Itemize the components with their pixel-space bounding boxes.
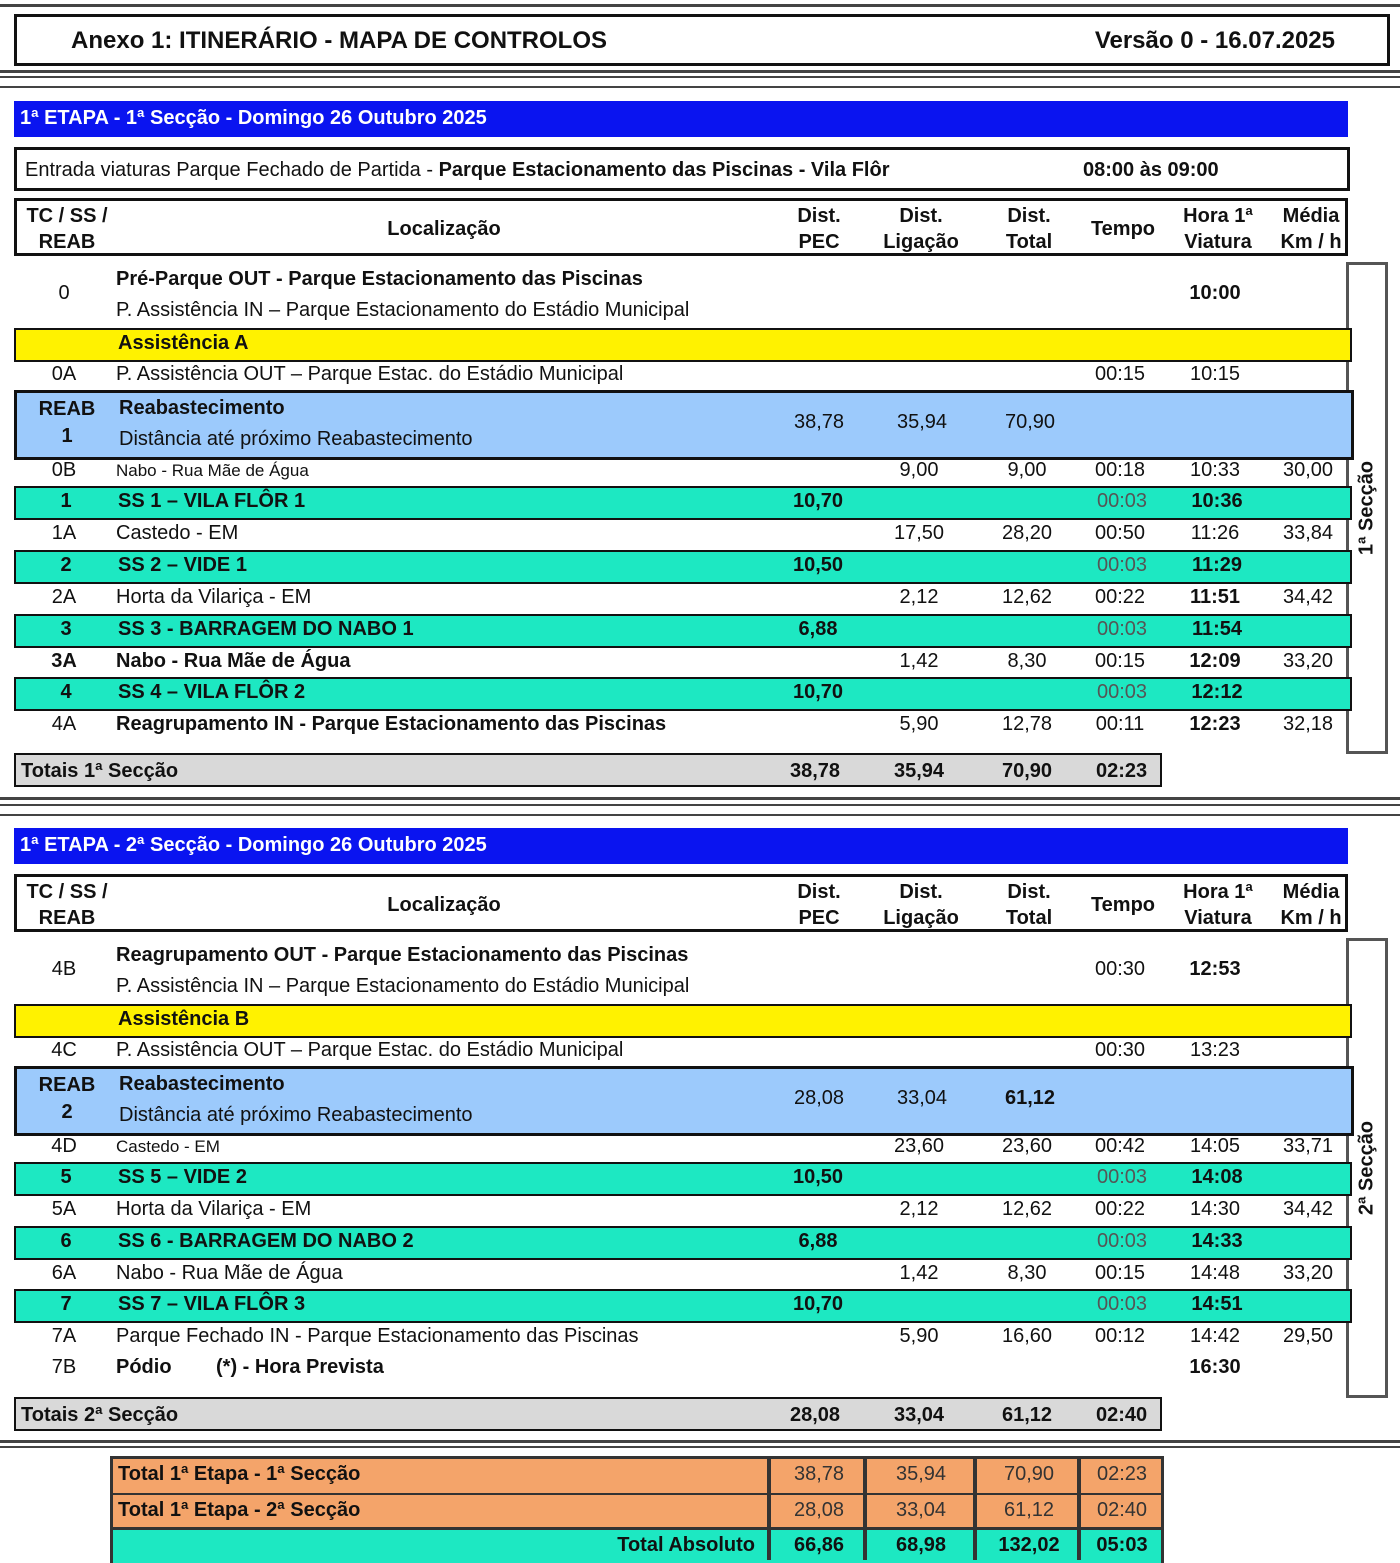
row-tempo: 00:11 [1095, 713, 1145, 735]
reab-title: Reabastecimento [119, 397, 285, 419]
row-lig: 17,50 [893, 522, 945, 544]
row-tc: 6 [60, 1230, 72, 1252]
row-tot: 12,78 [1001, 713, 1053, 735]
col-tc-2: REAB [38, 231, 96, 253]
row-tempo: 00:12 [1094, 1325, 1146, 1347]
reab-tot: 61,12 [1004, 1087, 1056, 1109]
row-hora: 14:51 [1191, 1293, 1243, 1315]
control-row [14, 1258, 1348, 1288]
row-location: Horta da Vilariça - EM [116, 1198, 312, 1220]
col-pec-2: PEC [798, 907, 840, 929]
row-pec: 10,70 [792, 490, 844, 512]
row-tc: 4C [51, 1039, 77, 1061]
col-hora-1: Hora 1ª [1183, 881, 1253, 903]
control-row [14, 455, 1348, 485]
row-hora: 14:08 [1191, 1166, 1243, 1188]
row-location: SS 1 – VILA FLÔR 1 [118, 490, 306, 512]
row-hora: 14:33 [1191, 1230, 1243, 1252]
row-tot: 28,20 [1001, 522, 1053, 544]
row-tc: 1A [51, 522, 77, 544]
reab-tot: 70,90 [1004, 411, 1056, 433]
row-hora: 10:36 [1191, 490, 1243, 512]
col-loc: Localização [387, 894, 501, 916]
refuel-row-1 [14, 390, 1354, 460]
row-hora: 11:51 [1189, 586, 1241, 608]
control-row-4c [14, 1035, 1348, 1065]
row-hora: 12:53 [1189, 958, 1241, 980]
col-tc-2: REAB [38, 907, 96, 929]
assistance-row-a [14, 328, 1352, 362]
control-row [14, 709, 1348, 739]
side-label-section1 [1346, 262, 1388, 754]
row-tempo: 00:30 [1094, 958, 1146, 980]
row-location: P. Assistência OUT – Parque Estac. do Estádio Municipal [116, 363, 624, 385]
totals-label: Totais 2ª Secção [21, 1404, 179, 1426]
row-location: Nabo - Rua Mãe de Água [116, 461, 309, 480]
row-hora: 10:00 [1189, 282, 1241, 304]
row-lig: 23,60 [893, 1135, 945, 1157]
row-location: Reagrupamento IN - Parque Estacionamento das Piscinas [116, 713, 667, 735]
reab-title: Reabastecimento [119, 1073, 285, 1095]
totals-section2 [14, 1397, 1162, 1431]
col-lig-1: Dist. [899, 205, 943, 227]
row-hora: 10:15 [1189, 363, 1241, 385]
row-tc: 4D [51, 1135, 77, 1157]
col-lig-2: Ligação [883, 907, 959, 929]
row-tot: 12,62 [1001, 586, 1053, 608]
row-media: 33,71 [1282, 1135, 1334, 1157]
row-media: 33,20 [1282, 1262, 1334, 1284]
summary-lig: 68,98 [895, 1534, 947, 1556]
row-location: Nabo - Rua Mãe de Água [116, 1262, 343, 1284]
row-pec: 6,88 [798, 618, 838, 640]
col-tot-1: Dist. [1007, 205, 1051, 227]
summary-tot: 61,12 [1003, 1499, 1055, 1521]
row-lig: 2,12 [899, 1198, 939, 1220]
col-media-1: Média [1282, 205, 1340, 227]
row-hora: 14:42 [1189, 1325, 1241, 1347]
totals-pec: 28,08 [790, 1404, 841, 1426]
row-location: Reagrupamento OUT - Parque Estacionamento das Piscinas [116, 944, 689, 966]
row-lig: 1,42 [899, 1262, 939, 1284]
row-location: Castedo - EM [116, 1137, 220, 1156]
document-version: Versão 0 - 16.07.2025 [1094, 27, 1335, 54]
row-tempo: 00:03 [1096, 490, 1148, 512]
reab-lig: 33,04 [896, 1087, 948, 1109]
row-lig: 2,12 [899, 586, 939, 608]
row-tc: 4 [60, 681, 72, 703]
stage-row [14, 1162, 1352, 1196]
col-loc: Localização [387, 218, 501, 240]
col-pec-1: Dist. [797, 881, 841, 903]
row-tot: 16,60 [1001, 1325, 1053, 1347]
totals-lig: 35,94 [894, 760, 945, 782]
row-media: 33,84 [1282, 522, 1334, 544]
row-tot: 12,62 [1001, 1198, 1053, 1220]
control-row-0 [14, 264, 1348, 326]
row-pec: 10,70 [792, 1293, 844, 1315]
row-tempo: 00:03 [1096, 1293, 1148, 1315]
row-tempo: 00:03 [1096, 1166, 1148, 1188]
reab-pec: 38,78 [793, 411, 845, 433]
totals-section1 [14, 753, 1162, 787]
row-tc: 3A [51, 650, 77, 672]
row-tc: 2A [51, 586, 77, 608]
row-tc: 4B [51, 958, 77, 980]
control-row [14, 1194, 1348, 1224]
entrada-box [14, 147, 1350, 191]
row-lig: 5,90 [899, 713, 939, 735]
row-tot: 8,30 [1007, 650, 1047, 672]
col-tempo: Tempo [1090, 894, 1156, 916]
col-media-2: Km / h [1280, 231, 1342, 253]
col-hora-1: Hora 1ª [1183, 205, 1253, 227]
row-tc: 1 [60, 490, 72, 512]
row-location: SS 7 – VILA FLÔR 3 [118, 1293, 306, 1315]
control-row [14, 518, 1348, 548]
row-tc: 0A [51, 363, 77, 385]
summary-divider [863, 1459, 867, 1560]
entrada-prefix: Entrada viaturas Parque Fechado de Partida - [25, 159, 439, 181]
document-header [14, 14, 1390, 66]
row-location: Horta da Vilariça - EM [116, 586, 312, 608]
totals-tempo: 02:23 [1096, 760, 1148, 782]
stage-row [14, 614, 1352, 648]
row-tc: 7A [51, 1325, 77, 1347]
assistance-label: Assistência A [118, 332, 249, 354]
row-hora: 11:54 [1191, 618, 1243, 640]
col-hora-2: Viatura [1184, 231, 1252, 253]
summary-lig: 35,94 [895, 1463, 947, 1485]
row-tempo: 00:30 [1094, 1039, 1146, 1061]
summary-pec: 66,86 [793, 1534, 845, 1556]
summary-lig: 33,04 [895, 1499, 947, 1521]
summary-divider [767, 1459, 771, 1560]
control-row [14, 646, 1348, 676]
control-row [14, 582, 1348, 612]
row-tempo: 00:03 [1096, 681, 1148, 703]
stage-row [14, 1226, 1352, 1260]
entrada-time: 08:00 às 09:00 [1083, 159, 1219, 181]
row-tempo: 00:22 [1094, 586, 1146, 608]
row-tempo: 00:42 [1094, 1135, 1146, 1157]
summary-label: Total 1ª Etapa - 1ª Secção [118, 1463, 361, 1485]
summary-row [113, 1493, 1161, 1529]
row-tempo: 00:50 [1094, 522, 1146, 544]
row-tc: 0 [58, 282, 70, 304]
summary-tempo: 02:40 [1096, 1499, 1148, 1521]
totals-label: Totais 1ª Secção [21, 760, 179, 782]
row-location-2: P. Assistência IN – Parque Estacionamento do Estádio Municipal [116, 299, 690, 321]
row-lig: 1,42 [899, 650, 939, 672]
row-hora: 16:30 [1189, 1356, 1241, 1378]
column-header-2 [14, 874, 1348, 932]
row-lig: 9,00 [899, 459, 939, 481]
row-tc: 5A [51, 1198, 77, 1220]
reab-tc: REAB [38, 398, 96, 420]
row-tc: 4A [51, 713, 77, 735]
totals-tot: 70,90 [1002, 760, 1053, 782]
row-media: 34,42 [1282, 1198, 1334, 1220]
row-hora: 14:30 [1189, 1198, 1241, 1220]
reab-desc: Distância até próximo Reabastecimento [119, 428, 473, 450]
col-media-1: Média [1282, 881, 1340, 903]
summary-divider [1077, 1459, 1081, 1560]
reab-lig: 35,94 [896, 411, 948, 433]
summary-divider [973, 1459, 977, 1560]
reab-number: 1 [61, 425, 73, 447]
row-tempo: 00:15 [1094, 650, 1146, 672]
section1-title-bar: 1ª ETAPA - 1ª Secção - Domingo 26 Outubro 2025 [14, 101, 1348, 137]
side-label-text-2: 2ª Secção [1355, 1120, 1378, 1216]
row-lig: 5,90 [899, 1325, 939, 1347]
col-hora-2: Viatura [1184, 907, 1252, 929]
row-hora: 10:33 [1189, 459, 1241, 481]
totals-pec: 38,78 [790, 760, 841, 782]
row-location: P. Assistência OUT – Parque Estac. do Estádio Municipal [116, 1039, 624, 1061]
col-lig-1: Dist. [899, 881, 943, 903]
row-tc: 3 [60, 618, 72, 640]
row-tempo: 00:15 [1094, 1262, 1146, 1284]
row-location: SS 6 - BARRAGEM DO NABO 2 [118, 1230, 414, 1252]
row-pec: 6,88 [798, 1230, 838, 1252]
assistance-label: Assistência B [118, 1008, 250, 1030]
column-header-1 [14, 198, 1348, 256]
totals-lig: 33,04 [894, 1404, 945, 1426]
col-media-2: Km / h [1280, 907, 1342, 929]
row-hora: 12:12 [1191, 681, 1243, 703]
totals-tot: 61,12 [1002, 1404, 1053, 1426]
control-row-4b [14, 940, 1348, 1002]
row-hora: 12:23 [1189, 713, 1241, 735]
summary-tot: 70,90 [1003, 1463, 1055, 1485]
side-label-text-1: 1ª Secção [1355, 460, 1378, 556]
row-tempo: 00:18 [1094, 459, 1146, 481]
col-tot-1: Dist. [1007, 881, 1051, 903]
row-media: 33,20 [1282, 650, 1334, 672]
row-location: SS 5 – VIDE 2 [118, 1166, 247, 1188]
row-pec: 10,50 [792, 1166, 844, 1188]
summary-tempo: 05:03 [1096, 1534, 1148, 1556]
row-location: SS 3 - BARRAGEM DO NABO 1 [118, 618, 414, 640]
col-lig-2: Ligação [883, 231, 959, 253]
row-tc: 2 [60, 554, 72, 576]
control-row-0a [14, 359, 1348, 389]
row-tot: 23,60 [1001, 1135, 1053, 1157]
row-hora: 11:26 [1190, 522, 1240, 544]
row-hora: 12:09 [1189, 650, 1241, 672]
row-pec: 10,50 [792, 554, 844, 576]
totals-tempo: 02:40 [1096, 1404, 1148, 1426]
summary-table [110, 1456, 1164, 1563]
stage-row [14, 550, 1352, 584]
row-media: 34,42 [1282, 586, 1334, 608]
row-media: 32,18 [1282, 713, 1334, 735]
row-pec: 10,70 [792, 681, 844, 703]
row-tc: 7 [60, 1293, 72, 1315]
row-tot: 8,30 [1007, 1262, 1047, 1284]
row-tc: 0B [51, 459, 77, 481]
summary-label: Total 1ª Etapa - 2ª Secção [118, 1499, 361, 1521]
row-location: Castedo - EM [116, 522, 239, 544]
control-row [14, 1321, 1348, 1351]
document-title: Anexo 1: ITINERÁRIO - MAPA DE CONTROLOS [71, 27, 608, 54]
row-tempo: 00:03 [1096, 554, 1148, 576]
row-location-2: P. Assistência IN – Parque Estacionamento do Estádio Municipal [116, 975, 690, 997]
row-tempo: 00:03 [1096, 618, 1148, 640]
refuel-row-2 [14, 1066, 1354, 1136]
control-row-7b [14, 1352, 1348, 1382]
summary-label: Total Absoluto [617, 1534, 755, 1556]
row-location: Parque Fechado IN - Parque Estacionamento das Piscinas [116, 1325, 639, 1347]
reab-desc: Distância até próximo Reabastecimento [119, 1104, 473, 1126]
row-media: 29,50 [1282, 1325, 1334, 1347]
stage-row [14, 677, 1352, 711]
row-hora: 13:23 [1189, 1039, 1241, 1061]
col-tot-2: Total [1005, 907, 1053, 929]
row-location: Pré-Parque OUT - Parque Estacionamento das Piscinas [116, 268, 643, 290]
col-tot-2: Total [1005, 231, 1053, 253]
row-hora: 14:48 [1189, 1262, 1241, 1284]
summary-row [113, 1459, 1161, 1493]
stage-row [14, 486, 1352, 520]
summary-tempo: 02:23 [1096, 1463, 1148, 1485]
row-hora: 14:05 [1189, 1135, 1241, 1157]
row-tc: 7B [51, 1356, 77, 1378]
entrada-place: Parque Estacionamento das Piscinas - Vila Flôr [438, 159, 890, 181]
col-tc-1: TC / SS / [26, 881, 108, 903]
stage-row [14, 1289, 1352, 1323]
reab-number: 2 [61, 1101, 73, 1123]
col-pec-1: Dist. [797, 205, 841, 227]
col-tempo: Tempo [1090, 218, 1156, 240]
assistance-row-b [14, 1004, 1352, 1038]
control-row [14, 1131, 1348, 1161]
row-hora: 11:29 [1191, 554, 1243, 576]
row-location: Nabo - Rua Mãe de Água [116, 650, 351, 672]
row-tc: 5 [60, 1166, 72, 1188]
col-pec-2: PEC [798, 231, 840, 253]
row-tc: 6A [51, 1262, 77, 1284]
summary-tot: 132,02 [998, 1534, 1060, 1556]
row-tempo: 00:22 [1094, 1198, 1146, 1220]
col-tc-1: TC / SS / [26, 205, 108, 227]
row-location: SS 4 – VILA FLÔR 2 [118, 681, 306, 703]
reab-tc: REAB [38, 1074, 96, 1096]
section2-title-bar: 1ª ETAPA - 2ª Secção - Domingo 26 Outubro 2025 [14, 828, 1348, 864]
row-tot: 9,00 [1007, 459, 1047, 481]
summary-total-row [113, 1527, 1161, 1563]
row-location: Pódio (*) - Hora Prevista [116, 1356, 384, 1378]
reab-pec: 28,08 [793, 1087, 845, 1109]
row-media: 30,00 [1282, 459, 1334, 481]
row-location: SS 2 – VIDE 1 [118, 554, 247, 576]
row-tempo: 00:15 [1094, 363, 1146, 385]
row-tempo: 00:03 [1096, 1230, 1148, 1252]
summary-pec: 38,78 [793, 1463, 845, 1485]
summary-pec: 28,08 [793, 1499, 845, 1521]
